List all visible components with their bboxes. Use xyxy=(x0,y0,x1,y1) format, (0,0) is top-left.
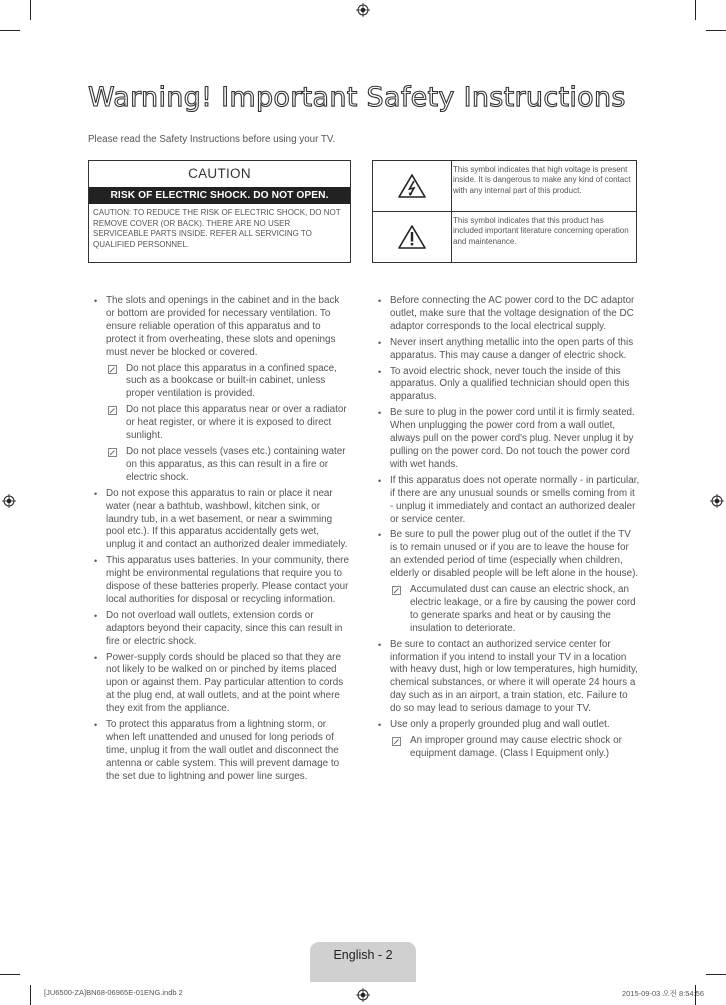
list-item xyxy=(93,652,349,717)
note-item xyxy=(106,404,349,443)
list-item xyxy=(93,295,349,485)
list-item xyxy=(93,610,349,649)
crop-mark xyxy=(30,985,31,1005)
list-item xyxy=(377,529,640,635)
list-item xyxy=(93,488,349,553)
list-item-text: To avoid electric shock, never touch the inside of this apparatus. Only a qualified technician should open this apparatus. xyxy=(390,365,630,403)
list-item xyxy=(377,639,640,716)
note-icon xyxy=(108,406,117,415)
list-item xyxy=(377,337,640,363)
exclamation-warning-icon xyxy=(373,212,452,262)
symbol-table xyxy=(372,160,637,263)
list-item-text: If this apparatus does not operate normally - in particular, if there are any unusual sounds or smells coming from it - unplug it immediately and contact an authorized dealer or service center. xyxy=(390,474,640,525)
page-number-tab xyxy=(310,942,416,982)
crop-mark xyxy=(706,974,726,975)
list-item-text: Never insert anything metallic into the open parts of this apparatus. This may cause a danger of electric shock. xyxy=(390,336,634,361)
list-item-text: Power-supply cords should be placed so that they are not likely to be walked on or pinched by items placed upon or against them. Pay particular attention to cords at the plug end, at wall outlets, and at the point where they exit from the appliance. xyxy=(106,651,344,715)
list-item-text: Do not overload wall outlets, extension cords or adaptors beyond their capacity, since this can result in fire or electric shock. xyxy=(106,609,343,647)
note-item xyxy=(106,446,349,485)
note-text: An improper ground may cause electric shock or equipment damage. (Class l Equipment only.) xyxy=(410,735,622,759)
list-item xyxy=(93,719,349,784)
list-item-text: Be sure to plug in the power cord until it is firmly seated. When unplugging the power cord from a wall outlet, always pull on the power cord's plug. Never unplug it by pulling on the power cord. Do not touch the power cord with wet hands. xyxy=(390,407,635,470)
caution-text: CAUTION: TO REDUCE THE RISK OF ELECTRIC SHOCK, DO NOT REMOVE COVER (OR BACK). THERE ARE NO USER SERVICEABLE PARTS INSIDE. REFER ALL SERVICING TO QUALIFIED PERSONNEL. xyxy=(93,208,341,249)
intro-text: Please read the Safety Instructions before using your TV. xyxy=(88,134,336,145)
crop-mark xyxy=(0,30,20,31)
registration-mark-icon xyxy=(710,494,724,508)
list-item-text: To protect this apparatus from a lightning storm, or when left unattended and unused for long periods of time, unplug it from the wall outlet and disconnect the antenna or cable system. This will prevent damage to the set due to lightning and power line surges. xyxy=(106,719,340,782)
note-icon xyxy=(392,586,401,595)
left-column xyxy=(93,295,349,787)
symbol-row-high-voltage xyxy=(373,161,636,212)
footer-file-info: [JU6500-ZA]BN68-06965E-01ENG.indb 2 xyxy=(44,988,183,997)
page-title: Warning! Important Safety Instructions xyxy=(88,82,626,113)
note-text: Accumulated dust can cause an electric shock, an electric leakage, or a fire by causing the power cord to generate sparks and heat or by causing the insulation to deteriorate. xyxy=(410,584,636,634)
list-item xyxy=(377,719,640,761)
list-item-text: Do not expose this apparatus to rain or place it near water (near a bathtub, washbowl, kitchen sink, or laundry tub, in a wet basement, or near a swimming pool etc.). If this apparatus accidentally gets wet, unplug it and contact an authorized dealer immediately. xyxy=(106,487,348,551)
note-icon xyxy=(108,448,117,457)
note-item xyxy=(390,735,640,761)
symbol-description: This symbol indicates that this product has included important literature concerning operation and maintenance. xyxy=(453,216,629,246)
crop-mark xyxy=(706,30,726,31)
symbol-row-literature xyxy=(373,212,636,262)
list-item xyxy=(377,475,640,527)
footer-timestamp: 2015-09-03 오전 8:54:56 xyxy=(621,989,704,998)
note-text: Do not place this apparatus in a confined space, such as a bookcase or built-in cabinet, unless proper ventilation is provided. xyxy=(126,362,337,400)
page-number: English - 2 xyxy=(333,948,393,962)
note-icon xyxy=(392,737,401,746)
registration-mark-icon xyxy=(2,494,16,508)
crop-mark xyxy=(0,974,20,975)
crop-mark xyxy=(30,0,31,20)
list-item xyxy=(377,407,640,472)
caution-bar: RISK OF ELECTRIC SHOCK. DO NOT OPEN. xyxy=(89,187,350,204)
note-item xyxy=(106,363,349,402)
list-item xyxy=(377,366,640,405)
list-item-text: Be sure to pull the power plug out of the outlet if the TV is to remain unused or if you are to leave the house for an extended period of time (especially when children, elderly or disabled people will be left alone in the house). xyxy=(390,529,639,580)
crop-mark xyxy=(695,0,696,20)
registration-mark-icon xyxy=(356,3,370,17)
list-item xyxy=(377,295,640,334)
caution-heading: CAUTION xyxy=(188,166,251,181)
note-icon xyxy=(108,365,117,374)
list-item-text: The slots and openings in the cabinet and in the back or bottom are provided for necessary ventilation. To ensure reliable operation of this apparatus and to protect it from overheating, these slots and openings must never be blocked or covered. xyxy=(106,295,340,358)
list-item-text: Before connecting the AC power cord to the DC adaptor outlet, make sure that the voltage designation of the DC adaptor corresponds to the local electrical supply. xyxy=(390,295,635,332)
list-item-text: Use only a properly grounded plug and wall outlet. xyxy=(390,719,610,731)
right-column xyxy=(377,295,640,764)
note-text: Do not place this apparatus near or over a radiator or heat register, or where it is exposed to direct sunlight. xyxy=(126,404,347,442)
registration-mark-icon xyxy=(356,988,370,1002)
caution-box xyxy=(88,160,351,263)
list-item-text: Be sure to contact an authorized service center for information if you intend to install your TV in a location with heavy dust, high or low temperatures, high humidity, chemical substances, or where it will operate 24 hours a day such as in an airport, a train station, etc. Failure to do so may lead to serious damage to your TV. xyxy=(390,638,638,715)
note-item xyxy=(390,584,640,636)
note-text: Do not place vessels (vases etc.) containing water on this apparatus, as this can result in a fire or electric shock. xyxy=(126,445,346,483)
symbol-description: This symbol indicates that high voltage is present inside. It is dangerous to make any kind of contact with any internal part of this product. xyxy=(453,165,631,195)
lightning-warning-icon xyxy=(373,161,452,211)
list-item xyxy=(93,555,349,607)
list-item-text: This apparatus uses batteries. In your community, there might be environmental regulations that require you to dispose of these batteries properly. Please contact your local authorities for disposal or recycling information. xyxy=(106,555,349,605)
